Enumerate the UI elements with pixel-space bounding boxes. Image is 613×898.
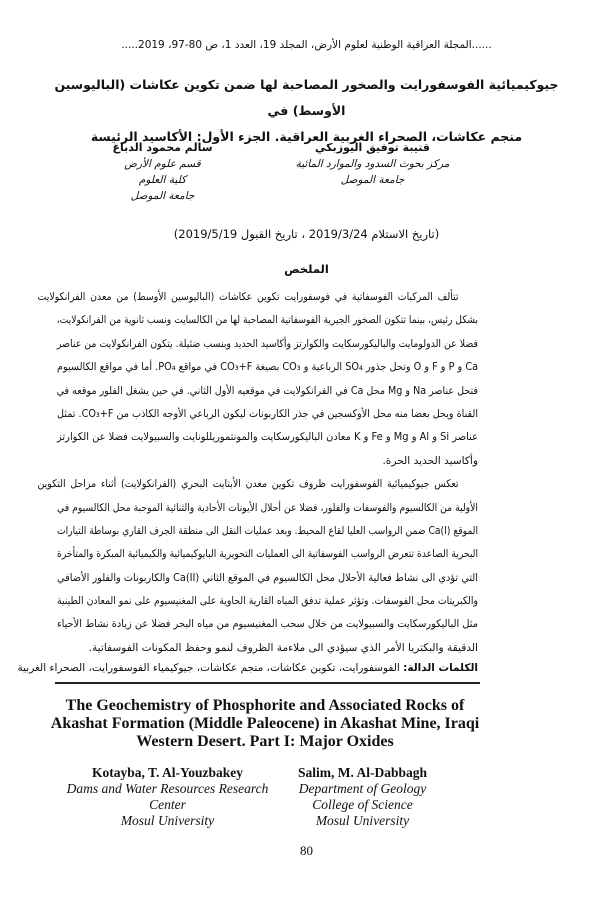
abstract-line: عناصر Si و Al و Mg و Fe و K معادن الباليكورسكايت والمونتموريللونايت والسبيولايت فضلا عن الكوارتز	[56, 431, 478, 444]
keywords-label: الكلمات الدالة:	[403, 662, 478, 674]
author-name: قتيبة توفيق اليوزبكي	[315, 141, 430, 154]
english-author-1	[60, 765, 275, 829]
abstract-line: وأكاسيد الحديد الحرة.	[382, 454, 478, 467]
abstract-line: الدقيقة والبكتريا الأمر الذي سيؤدي الى ملاءمة الظروف لنمو وحفظ المكونات الفوسفاتية.	[88, 641, 478, 654]
page-number: 80	[300, 843, 313, 858]
abstract-line: مثل الباليكورسكايت والسبيولايت من خلال سحب المغنيسيوم من مياه البحر فضلا عن زيادة نشاط الأحياء	[56, 618, 479, 631]
abstract-line: بشكل رئيس، بينما تتكون الصخور الجيرية الفوسفاتية المصاحبة لها من الكالسايت ونسب ثانوية من الفرانكولايت،	[56, 314, 478, 327]
author-affiliation: College of Science	[312, 797, 413, 812]
abstract-line: الموقع Ca(I) ضمن الرواسب العليا لقاع المحيط. وبعد عمليات النقل الى منطقة الجرف القاري بوساطة التيارات	[57, 524, 479, 537]
author-affiliation: مركز بحوث السدود والموارد المائية	[295, 158, 450, 170]
abstract-heading: الملخص	[284, 262, 329, 276]
author-affiliation: جامعة الموصل	[340, 174, 405, 186]
author-affiliation: Mosul University	[120, 813, 215, 828]
abstract-line: القناة ويحل بعضا منه محل الأوكسجين في جذر الكاربونات ليكون الرباعي الأوجه الكاذب من CO₃+F. تمثل	[57, 407, 479, 420]
keywords-text: الفوسفورايت، تكوين عكاشات، منجم عكاشات، جيوكيمياء الفوسفورايت، الصحراء الغربية	[17, 662, 404, 674]
abstract-line: الأولية من الكالسيوم والفوسفات والفلور، فضلا عن أحلال الأيونات الأحادية والثنائية الموجبة محل الكالسيوم في	[57, 501, 478, 514]
received-accepted-dates: (تاريخ الاستلام 2019/3/24 ، تاريخ القبول 2019/5/19)	[173, 227, 440, 241]
arabic-author-2	[90, 140, 235, 204]
abstract-line: فتحل عناصر Na و Mg محل Ca في الفرانكولايت في موقعيه الأول الثاني. في حين يشغل الفلور موقعه في	[56, 384, 478, 397]
english-title: The Geochemistry of Phosphorite and Associated Rocks of Akashat Formation (Middle Paleocene) in Akashat Mine, Iraqi Western Desert. Part I: Major Oxides	[50, 697, 480, 750]
author-affiliation: Dams and Water Resources Research	[66, 781, 269, 796]
abstract-line: تتألف المركبات الفوسفاتية في فوسفورايت تكوين عكاشات (الباليوسين الأوسط) من معدن الفرانكولايت	[37, 291, 459, 303]
author-affiliation: Mosul University	[315, 813, 410, 828]
author-affiliation: كلية العلوم	[138, 174, 187, 186]
author-affiliation: Center	[149, 797, 186, 812]
arabic-author-1	[290, 140, 455, 188]
abstract-line: والكبريتات محل الفوسفات. وتؤثر عملية تدفق المياه القارية الحاوية على المغنيسيوم على نمو المعادن الطينية	[57, 595, 478, 608]
abstract-line: فضلا عن الدولومايت والباليكورسكايت والكوارتز وأكاسيد الحديد وبنسب ضئيلة. يتكون الفرانكولايت من عناصر	[56, 337, 479, 350]
author-affiliation: قسم علوم الأرض	[124, 158, 201, 170]
arabic-title-line: جيوكيميائية الفوسفورايت والصخور المصاحبة لها ضمن تكوين عكاشات (الباليوسين الأوسط) في	[54, 77, 559, 118]
arabic-abstract	[37, 286, 479, 660]
arabic-title-line: منجم عكاشات، الصحراء الغربية العراقية. الجزء الأول: الأكاسيد الرئيسة	[90, 129, 523, 144]
journal-header: ......المجلة العراقية الوطنية لعلوم الأرض، المجلد 19، العدد 1، ص 80-97، 2019.....	[121, 39, 492, 51]
arabic-title	[40, 72, 573, 150]
author-affiliation: Department of Geology	[298, 781, 427, 796]
abstract-line: التي تؤدي الى نشاط فعالية الأحلال محل الكالسيوم في الموقع الثاني Ca(II) والكاربونات والفلور الأضافي	[57, 571, 478, 584]
author-name: Kotayba, T. Al-Youzbakey	[91, 765, 244, 780]
abstract-line: Ca و P و F و O وتحل جذور SO₄ الرباعية و CO₃ بصيغة CO₃+F في مواقع PO₄. أما في مواقع الكالسيوم	[57, 361, 479, 374]
abstract-line: البحرية الصاعدة تتعرض الرواسب الفوسفاتية الى العمليات التحويرية البايوكيميائية والكيميائية المبكرة والمتأخرة	[57, 548, 478, 561]
abstract-line: تعكس جيوكيميائية الفوسفورايت ظروف تكوين معدن الأبتايت البحري (الفرانكولايت) أثناء مراحل التكوين	[37, 478, 459, 491]
english-author-2	[280, 765, 445, 829]
author-name: سالم محمود الدباغ	[112, 141, 213, 154]
author-name: Salim, M. Al-Dabbagh	[297, 765, 428, 780]
keywords	[17, 662, 478, 674]
section-divider	[55, 682, 480, 684]
author-affiliation: جامعة الموصل	[130, 190, 195, 202]
